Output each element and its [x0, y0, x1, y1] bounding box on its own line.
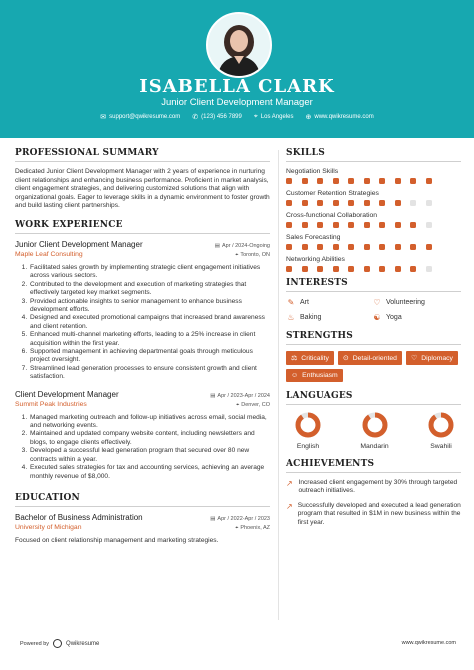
- achievements-heading: ACHIEVEMENTS: [286, 459, 375, 469]
- powered-by: [20, 639, 99, 648]
- achievement-item: [286, 502, 461, 527]
- achievement-text: Successfully developed and executed a lead generation program that resulted in $1M in new business within the first year.: [297, 501, 461, 526]
- company-name: Summit Peak Industries: [15, 400, 87, 408]
- strength-chip: [406, 351, 458, 365]
- skill-rating-dot: [426, 266, 432, 272]
- job-bullets: [15, 264, 270, 382]
- education-section: [15, 493, 270, 546]
- job-bullets: [15, 414, 270, 481]
- globe-icon: ⊕: [305, 114, 312, 121]
- contact-website[interactable]: [306, 113, 374, 121]
- bullet-item: 4. Designed and executed promotional campaigns that increased brand awareness and client retention.: [29, 314, 270, 331]
- qwikresume-logo-icon: [53, 639, 62, 648]
- skill-rating-dot: [410, 200, 416, 206]
- summary-heading: PROFESSIONAL SUMMARY: [15, 148, 159, 158]
- skill-rating-dot: [302, 200, 308, 206]
- skill-rating-dot: [286, 222, 292, 228]
- summary-section: [15, 148, 270, 211]
- degree-title: Bachelor of Business Administration: [15, 512, 143, 522]
- interest-item: [286, 313, 372, 322]
- skill-item: [286, 190, 461, 206]
- skill-rating-dot: [286, 178, 292, 184]
- interest-label: Yoga: [386, 314, 402, 321]
- skill-rating-dot: [286, 266, 292, 272]
- skill-rating-dot: [395, 178, 401, 184]
- skill-rating-dot: [379, 178, 385, 184]
- skill-rating-dot: [410, 266, 416, 272]
- achievements-section: [286, 459, 461, 527]
- strength-label: Diplomacy: [421, 354, 453, 362]
- company-name: Maple Leaf Consulting: [15, 250, 83, 258]
- skill-rating-dot: [317, 266, 323, 272]
- brand-name[interactable]: Qwikresume: [66, 640, 100, 647]
- skills-list: [286, 168, 461, 272]
- bullet-item: 5. Enhanced multi-channel marketing efforts, leading to a 25% increase in client acquisition within the first year.: [29, 331, 270, 348]
- skill-rating-dot: [286, 244, 292, 250]
- skill-name: Customer Retention Strategies: [286, 190, 379, 197]
- skill-rating-dot: [379, 266, 385, 272]
- skill-name: Negotiation Skills: [286, 168, 339, 175]
- skill-rating-dot: [333, 200, 339, 206]
- bullet-item: 4. Executed sales strategies for tax and accounting services, achieving an average monthly revenue of $8,000.: [29, 464, 270, 481]
- skill-rating: [286, 266, 461, 272]
- job-entry: [15, 390, 270, 481]
- skill-rating-dot: [317, 222, 323, 228]
- education-location: Phoenix, AZ: [240, 525, 270, 532]
- strength-label: Detail-oriented: [352, 354, 397, 362]
- footer: [0, 636, 474, 650]
- section-divider: [15, 161, 270, 162]
- contact-bar: [0, 113, 474, 121]
- skill-rating-dot: [302, 178, 308, 184]
- job-dates: Apr / 2023-Apr / 2024: [217, 392, 270, 399]
- achievement-text: Increased client engagement by 30% through targeted outreach initiatives.: [298, 479, 458, 495]
- skill-rating: [286, 222, 461, 228]
- job-dates: Apr / 2024-Ongoing: [221, 242, 270, 249]
- contact-phone[interactable]: [192, 113, 242, 121]
- skill-rating-dot: [426, 244, 432, 250]
- languages-list: [286, 411, 461, 450]
- strength-label: Enthusiasm: [302, 372, 338, 379]
- location-pin-icon: ⌖: [236, 401, 240, 408]
- location-pin-icon: ⌖: [253, 113, 258, 120]
- skill-name: Networking Abilities: [286, 256, 345, 263]
- interest-item: [372, 313, 458, 322]
- location-text: Los Angeles: [260, 114, 294, 120]
- left-column: [15, 148, 270, 546]
- skill-rating-dot: [426, 178, 432, 184]
- skill-rating-dot: [348, 178, 354, 184]
- skill-rating-dot: [410, 222, 416, 228]
- calendar-icon: ▤: [210, 392, 216, 399]
- magnifier-icon: ⊙: [342, 355, 349, 362]
- skill-item: [286, 168, 461, 184]
- language-level-ring: [361, 411, 389, 439]
- strengths-section: [286, 331, 461, 382]
- bullet-item: 6. Supported management in achieving departmental goals through meticulous project oversight.: [29, 348, 270, 365]
- calendar-icon: ▤: [210, 515, 216, 522]
- job-location: Denver, CO: [241, 402, 270, 409]
- bullet-item: 3. Provided actionable insights to senior management to enhance business development efforts.: [29, 298, 270, 315]
- education-text: Focused on client relationship management and marketing strategies.: [15, 536, 219, 544]
- contact-email[interactable]: [100, 113, 180, 121]
- paintbrush-icon: ✎: [287, 298, 295, 307]
- skill-item: [286, 212, 461, 228]
- skill-rating-dot: [410, 244, 416, 250]
- summary-text: Dedicated Junior Client Development Manager with 2 years of experience in nurturing client relationships and enhancing business performance. Proficient in market analysis, client engagement strategies, and delivering customized solutions that align with organizational goals. Eager to leverage skills in a dynamic environment to foster growth and build lasting client partnerships.: [15, 168, 270, 210]
- language-item: [294, 411, 322, 450]
- language-level-ring: [427, 411, 455, 439]
- candidate-title: Junior Client Development Manager: [161, 97, 313, 108]
- skill-rating-dot: [348, 266, 354, 272]
- skill-rating-dot: [317, 244, 323, 250]
- skill-rating-dot: [410, 178, 416, 184]
- ring-fill: [298, 415, 318, 435]
- avatar: [206, 12, 272, 78]
- phone-icon: ✆: [192, 114, 199, 121]
- skill-item: [286, 256, 461, 272]
- skill-rating-dot: [364, 200, 370, 206]
- email-text: support@qwikresume.com: [109, 114, 181, 120]
- job-title: Client Development Manager: [15, 389, 119, 399]
- header-banner: [0, 0, 474, 138]
- skill-name: Cross-functional Collaboration: [286, 212, 378, 219]
- section-divider: [286, 472, 461, 473]
- bullet-item: 1. Facilitated sales growth by implementing strategic client engagement initiatives across various sectors.: [29, 264, 270, 281]
- job-title: Junior Client Development Manager: [15, 239, 143, 249]
- location-pin-icon: ⌖: [235, 251, 239, 258]
- smile-icon: ☺: [291, 372, 299, 379]
- skill-rating-dot: [364, 266, 370, 272]
- skill-rating-dot: [317, 200, 323, 206]
- interest-label: Art: [300, 299, 309, 306]
- bullet-item: 1. Managed marketing outreach and follow-up initiatives across email, social media, and networking events.: [29, 414, 270, 431]
- interests-section: [286, 278, 461, 322]
- right-column: [286, 148, 461, 533]
- strength-chip: [286, 369, 343, 382]
- mail-icon: ✉: [100, 114, 107, 121]
- bullet-item: 3. Developed a successful lead generation program that secured over 80 new contracts within a year.: [29, 447, 270, 464]
- skill-rating-dot: [348, 244, 354, 250]
- calendar-icon: ▤: [214, 242, 220, 249]
- phone-text: (123) 456 7899: [201, 114, 242, 120]
- skill-rating-dot: [364, 222, 370, 228]
- interest-item: [286, 298, 372, 307]
- language-name: Mandarin: [360, 443, 389, 450]
- skill-name: Sales Forecasting: [286, 234, 341, 241]
- skill-rating: [286, 178, 461, 184]
- trend-up-icon: ↗: [286, 479, 293, 488]
- strength-chip: [338, 351, 402, 365]
- interest-label: Baking: [300, 314, 322, 321]
- strength-label: Criticality: [301, 354, 329, 362]
- skill-rating: [286, 244, 461, 250]
- skill-rating-dot: [395, 200, 401, 206]
- bullet-item: 2. Maintained and updated company website content, including newsletters and blogs, to engage clients effectively.: [29, 430, 270, 447]
- language-item: [360, 411, 388, 450]
- interest-item: [372, 298, 458, 307]
- interest-label: Volunteering: [386, 299, 425, 306]
- school-name: University of Michigan: [15, 523, 82, 531]
- footer-website[interactable]: www.qwikresume.com: [401, 640, 456, 646]
- education-heading: EDUCATION: [15, 492, 80, 503]
- skills-heading: SKILLS: [286, 148, 325, 158]
- bullet-item: 7. Streamlined lead generation processes to ensure consistent growth and client satisfaction.: [29, 365, 270, 382]
- handshake-icon: ♡: [410, 355, 418, 362]
- language-item: [427, 411, 455, 450]
- scale-icon: ⚖: [291, 355, 298, 362]
- skill-rating-dot: [302, 222, 308, 228]
- bullet-item: 2. Contributed to the development and execution of marketing strategies that effectively targeted key market segments.: [29, 281, 270, 298]
- language-level-ring: [294, 411, 322, 439]
- section-divider: [286, 344, 461, 345]
- handshake-icon: ♡: [373, 298, 381, 307]
- skills-section: [286, 148, 461, 272]
- location-pin-icon: ⌖: [235, 524, 239, 531]
- skill-item: [286, 234, 461, 250]
- skill-rating-dot: [302, 266, 308, 272]
- languages-section: [286, 391, 461, 450]
- section-divider: [286, 161, 461, 162]
- section-divider: [286, 291, 461, 292]
- candidate-name: ISABELLA CLARK: [139, 76, 335, 97]
- ring-fill: [431, 415, 451, 435]
- skill-rating-dot: [333, 222, 339, 228]
- skill-rating-dot: [364, 178, 370, 184]
- skill-rating-dot: [379, 244, 385, 250]
- interests-heading: INTERESTS: [286, 278, 348, 288]
- section-divider: [15, 506, 270, 507]
- skill-rating-dot: [302, 244, 308, 250]
- skill-rating-dot: [379, 222, 385, 228]
- skill-rating-dot: [333, 178, 339, 184]
- trend-up-icon: ↗: [286, 501, 293, 511]
- skill-rating-dot: [317, 178, 323, 184]
- language-name: Swahili: [430, 443, 452, 450]
- yoga-icon: ☯: [373, 313, 381, 322]
- skill-rating-dot: [395, 222, 401, 228]
- website-text: www.qwikresume.com: [314, 114, 374, 120]
- section-divider: [15, 233, 270, 234]
- cake-icon: ♨: [287, 313, 295, 322]
- skill-rating-dot: [395, 244, 401, 250]
- contact-location: [254, 113, 294, 121]
- skill-rating-dot: [348, 200, 354, 206]
- skill-rating-dot: [364, 244, 370, 250]
- skill-rating-dot: [286, 200, 292, 206]
- experience-section: [15, 220, 270, 481]
- skill-rating-dot: [426, 222, 432, 228]
- skill-rating-dot: [348, 222, 354, 228]
- section-divider: [286, 404, 461, 405]
- achievement-item: [286, 479, 461, 496]
- job-entry: [15, 240, 270, 382]
- skill-rating-dot: [379, 200, 385, 206]
- skill-rating: [286, 200, 461, 206]
- languages-heading: LANGUAGES: [286, 391, 353, 401]
- strengths-heading: STRENGTHS: [286, 331, 353, 341]
- language-name: English: [296, 443, 320, 450]
- column-divider: [278, 150, 279, 620]
- skill-rating-dot: [333, 266, 339, 272]
- skill-rating-dot: [333, 244, 339, 250]
- skill-rating-dot: [395, 266, 401, 272]
- education-dates: Apr / 2022-Apr / 2023: [217, 515, 270, 522]
- powered-by-label: Powered by: [20, 640, 50, 647]
- ring-fill: [365, 415, 385, 435]
- experience-heading: WORK EXPERIENCE: [15, 219, 123, 230]
- strength-chip: [286, 351, 334, 365]
- skill-rating-dot: [426, 200, 432, 206]
- job-location: Toronto, ON: [240, 252, 270, 259]
